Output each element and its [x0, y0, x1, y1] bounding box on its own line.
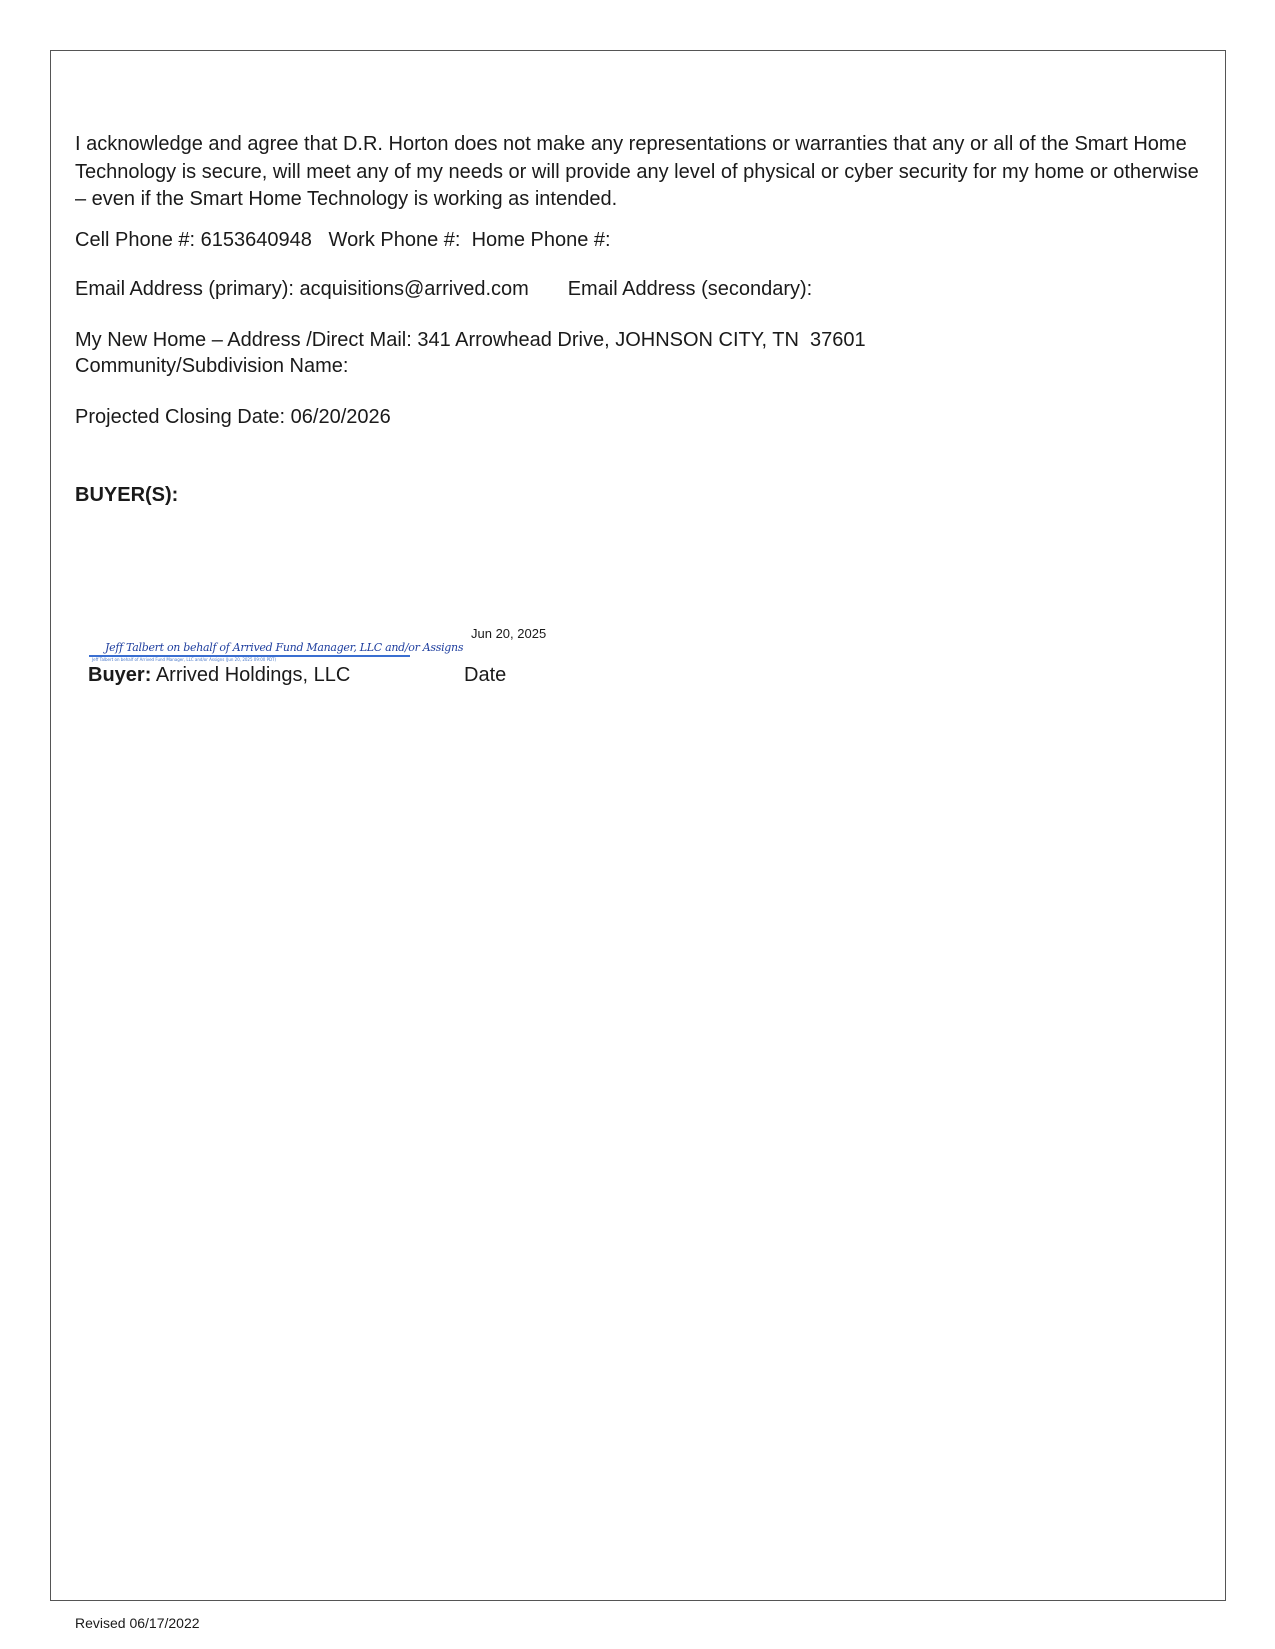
signature-script: Jeff Talbert on behalf of Arrived Fund Manager, LLC and/or Assigns	[105, 641, 464, 654]
email-secondary-label: Email Address (secondary):	[567, 278, 813, 300]
signature-date: Jun 20, 2025	[471, 626, 547, 641]
signature-fine-print: Jeff Talbert on behalf of Arrived Fund Manager, LLC and/or Assigns (Jun 20, 2025 09:00 PDT)	[92, 657, 277, 662]
address-value: 341 Arrowhead Drive, JOHNSON CITY, TN 37601	[417, 329, 866, 351]
email-primary-label: Email Address (primary):	[75, 278, 294, 300]
buyer-row	[88, 664, 350, 687]
cell-phone-value: 6153640948	[200, 229, 312, 251]
email-primary-value: acquisitions@arrived.com	[299, 278, 529, 300]
buyer-label: Buyer:	[88, 664, 152, 686]
acknowledgement-paragraph: I acknowledge and agree that D.R. Horton does not make any representations or warranties that any or all of the Smart Home Technology is secure, will meet any of my needs or will provide any level of physical or cyber security for my home or otherwise – even if the Smart Home Technology is working as intended.	[75, 133, 1199, 210]
revised-footer: Revised 06/17/2022	[75, 1615, 200, 1631]
email-line	[75, 276, 818, 302]
community-line	[75, 353, 354, 379]
home-phone-label: Home Phone #:	[471, 229, 611, 251]
closing-date-label: Projected Closing Date:	[75, 406, 286, 428]
address-line	[75, 327, 866, 353]
buyers-heading: BUYER(S):	[75, 484, 179, 506]
buyer-name: Arrived Holdings, LLC	[155, 664, 351, 686]
phone-line	[75, 227, 616, 253]
date-label: Date	[464, 664, 507, 686]
closing-date-line	[75, 404, 391, 430]
community-label: Community/Subdivision Name:	[75, 355, 349, 377]
address-label: My New Home – Address /Direct Mail:	[75, 329, 412, 351]
cell-phone-label: Cell Phone #:	[75, 229, 196, 251]
closing-date-value: 06/20/2026	[290, 406, 391, 428]
work-phone-label: Work Phone #:	[328, 229, 461, 251]
